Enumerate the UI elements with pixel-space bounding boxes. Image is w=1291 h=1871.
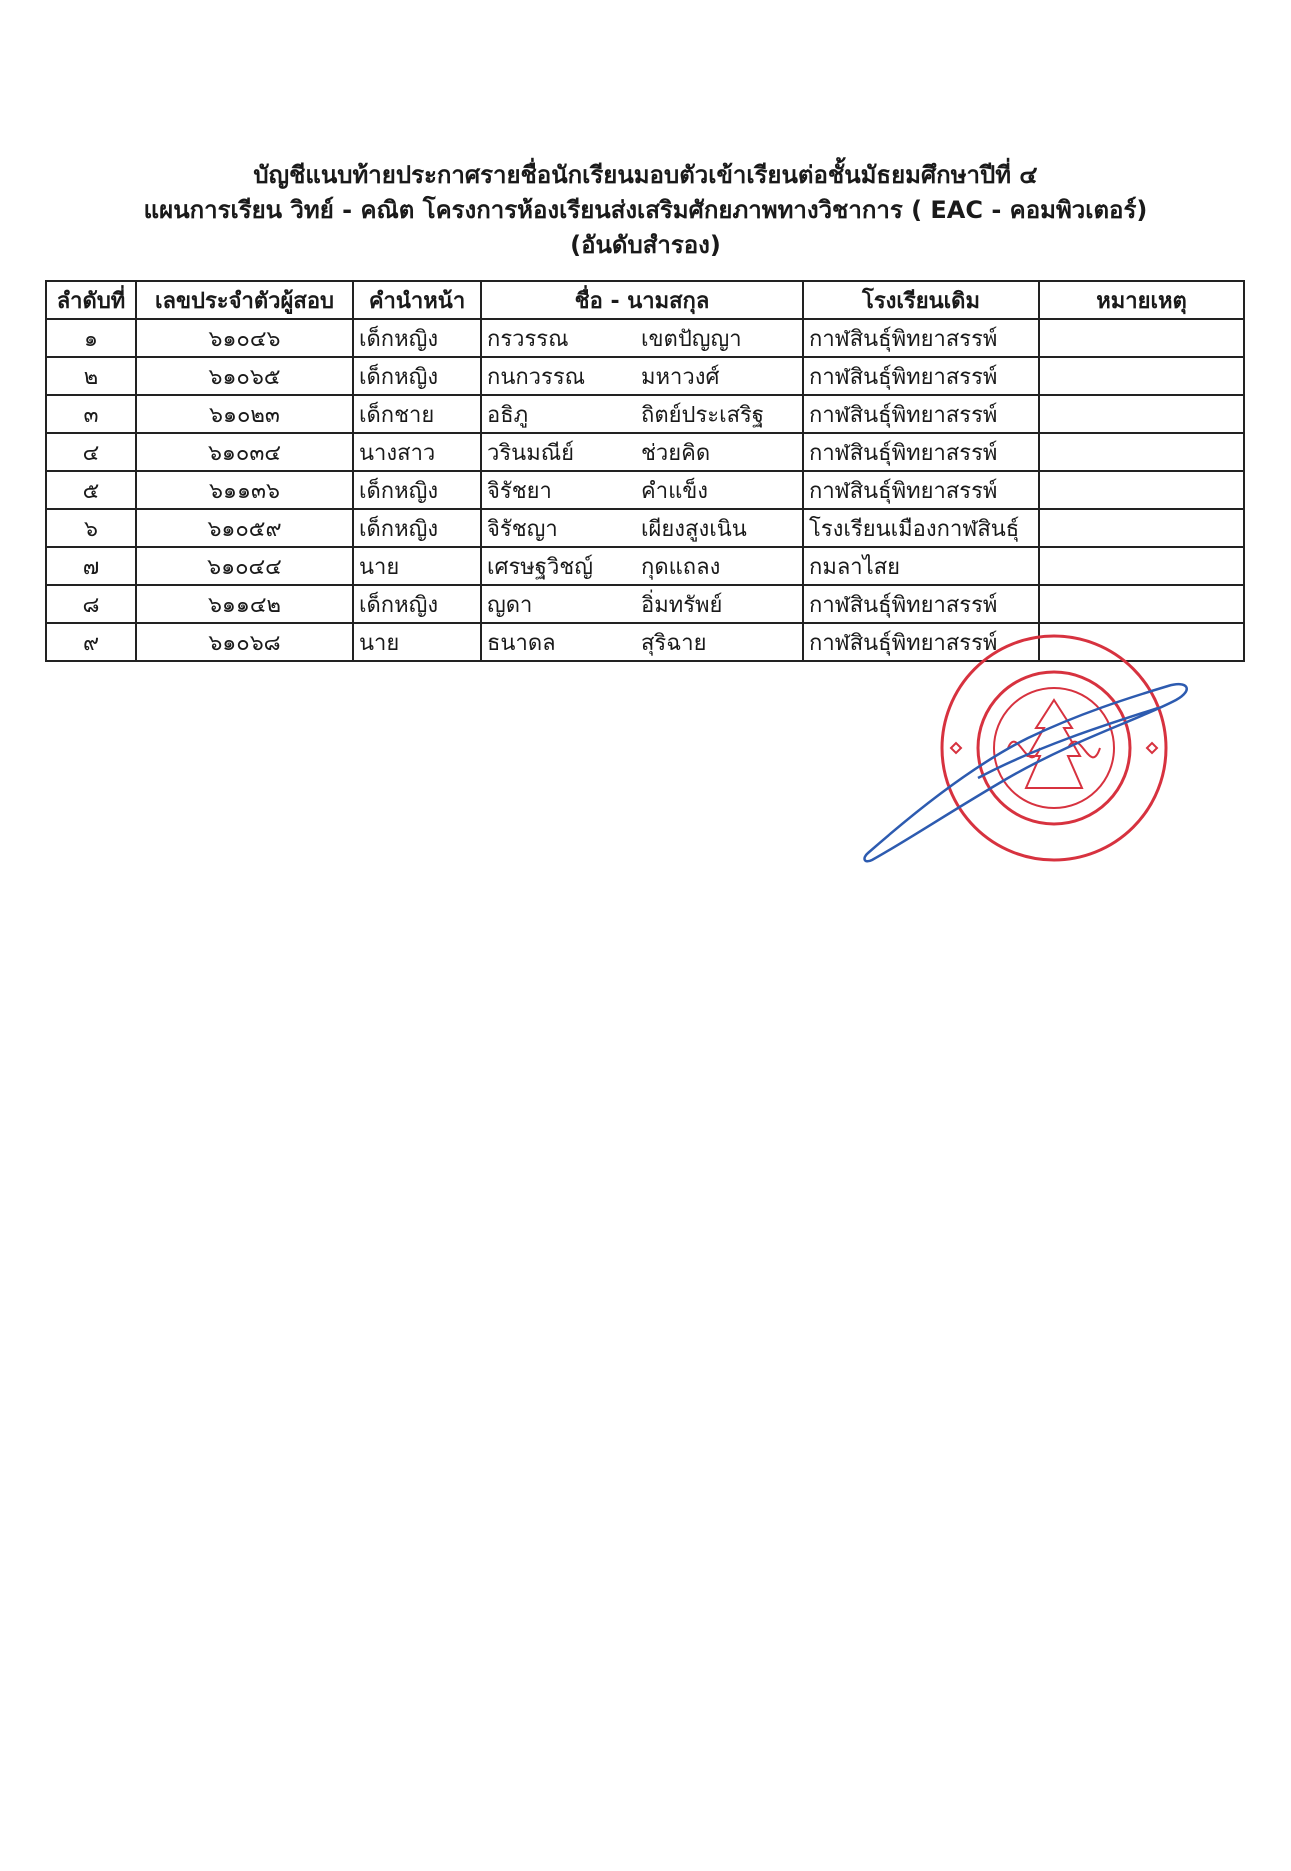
school-seal-stamp [858, 628, 1198, 890]
remarks-cell [1039, 357, 1244, 395]
remarks-cell [1039, 547, 1244, 585]
exam-id-cell: ๖๑๐๔๔ [136, 547, 353, 585]
table-row [46, 433, 1244, 471]
prefix-cell: เด็กชาย [353, 395, 481, 433]
seal-outer-ring [942, 636, 1166, 860]
order-cell: ๒ [46, 357, 136, 395]
order-cell: ๗ [46, 547, 136, 585]
school-cell: กาฬสินธุ์พิทยาสรรพ์ [803, 623, 1039, 661]
seal-star-marks [951, 743, 1157, 753]
seal-emblem [994, 688, 1114, 808]
prefix-cell: นาย [353, 623, 481, 661]
prefix-cell: เด็กหญิง [353, 357, 481, 395]
school-cell: กมลาไสย [803, 547, 1039, 585]
first-name-cell: ธนาดล [481, 623, 636, 661]
last-name-cell: ช่วยคิด [636, 433, 803, 471]
remarks-cell [1039, 471, 1244, 509]
prefix-cell: นาย [353, 547, 481, 585]
remarks-cell [1039, 395, 1244, 433]
order-cell: ๑ [46, 319, 136, 357]
order-cell: ๓ [46, 395, 136, 433]
seal-emblem-pagoda [1026, 700, 1082, 788]
exam-id-cell: ๖๑๐๔๖ [136, 319, 353, 357]
prefix-cell: เด็กหญิง [353, 471, 481, 509]
exam-id-cell: ๖๑๐๒๓ [136, 395, 353, 433]
table-row [46, 547, 1244, 585]
exam-id-cell: ๖๑๐๕๙ [136, 509, 353, 547]
school-cell: โรงเรียนเมืองกาฬสินธุ์ [803, 509, 1039, 547]
last-name-cell: มหาวงศ์ [636, 357, 803, 395]
school-cell: กาฬสินธุ์พิทยาสรรพ์ [803, 585, 1039, 623]
student-roster-table [45, 280, 1245, 662]
order-cell: ๖ [46, 509, 136, 547]
first-name-cell: อธิภู [481, 395, 636, 433]
last-name-cell: สุริฉาย [636, 623, 803, 661]
school-cell: กาฬสินธุ์พิทยาสรรพ์ [803, 433, 1039, 471]
remarks-cell [1039, 433, 1244, 471]
exam-id-cell: ๖๑๑๔๒ [136, 585, 353, 623]
last-name-cell: อิ่มทรัพย์ [636, 585, 803, 623]
table-row [46, 471, 1244, 509]
document-subtitle: แผนการเรียน วิทย์ - คณิต โครงการห้องเรียนส่งเสริมศักยภาพทางวิชาการ ( EAC - คอมพิวเตอร์) [143, 196, 1148, 224]
seal-emblem-flourish [1008, 742, 1100, 758]
order-cell: ๘ [46, 585, 136, 623]
header-exam-id: เลขประจำตัวผู้สอบ [136, 281, 353, 319]
table-header-row [46, 281, 1244, 319]
prefix-cell: เด็กหญิง [353, 585, 481, 623]
table-row [46, 623, 1244, 661]
document-list-type: (อันดับสำรอง) [570, 231, 721, 259]
remarks-cell [1039, 623, 1244, 661]
header-previous-school: โรงเรียนเดิม [803, 281, 1039, 319]
school-cell: กาฬสินธุ์พิทยาสรรพ์ [803, 357, 1039, 395]
last-name-cell: เผียงสูงเนิน [636, 509, 803, 547]
seal-inner-ring [978, 672, 1130, 824]
last-name-cell: คำแข็ง [636, 471, 803, 509]
header-full-name: ชื่อ - นามสกุล [481, 281, 803, 319]
prefix-cell: นางสาว [353, 433, 481, 471]
document-title: บัญชีแนบท้ายประกาศรายชื่อนักเรียนมอบตัวเข้าเรียนต่อชั้นมัธยมศึกษาปีที่ ๔ [253, 161, 1038, 189]
table-row [46, 357, 1244, 395]
seal-stamp [942, 636, 1166, 860]
last-name-cell: ถิตย์ประเสริฐ [636, 395, 803, 433]
table-row [46, 395, 1244, 433]
order-cell: ๔ [46, 433, 136, 471]
header-order: ลำดับที่ [46, 281, 136, 319]
school-cell: กาฬสินธุ์พิทยาสรรพ์ [803, 319, 1039, 357]
first-name-cell: กรวรรณ [481, 319, 636, 357]
first-name-cell: จิรัชยา [481, 471, 636, 509]
table-row [46, 319, 1244, 357]
first-name-cell: เศรษฐวิชญ์ [481, 547, 636, 585]
remarks-cell [1039, 509, 1244, 547]
last-name-cell: เขตปัญญา [636, 319, 803, 357]
exam-id-cell: ๖๑๐๓๔ [136, 433, 353, 471]
last-name-cell: กุดแถลง [636, 547, 803, 585]
order-cell: ๕ [46, 471, 136, 509]
remarks-cell [1039, 319, 1244, 357]
table-row [46, 585, 1244, 623]
first-name-cell: จิรัชญา [481, 509, 636, 547]
first-name-cell: ญดา [481, 585, 636, 623]
first-name-cell: กนกวรรณ [481, 357, 636, 395]
exam-id-cell: ๖๑๑๓๖ [136, 471, 353, 509]
table-row [46, 509, 1244, 547]
prefix-cell: เด็กหญิง [353, 509, 481, 547]
order-cell: ๙ [46, 623, 136, 661]
signature-stroke [865, 684, 1187, 861]
school-cell: กาฬสินธุ์พิทยาสรรพ์ [803, 395, 1039, 433]
document-header [0, 158, 1291, 263]
school-cell: กาฬสินธุ์พิทยาสรรพ์ [803, 471, 1039, 509]
first-name-cell: วรินมณีย์ [481, 433, 636, 471]
prefix-cell: เด็กหญิง [353, 319, 481, 357]
header-prefix: คำนำหน้า [353, 281, 481, 319]
exam-id-cell: ๖๑๐๖๘ [136, 623, 353, 661]
remarks-cell [1039, 585, 1244, 623]
exam-id-cell: ๖๑๐๖๕ [136, 357, 353, 395]
header-remarks: หมายเหตุ [1039, 281, 1244, 319]
